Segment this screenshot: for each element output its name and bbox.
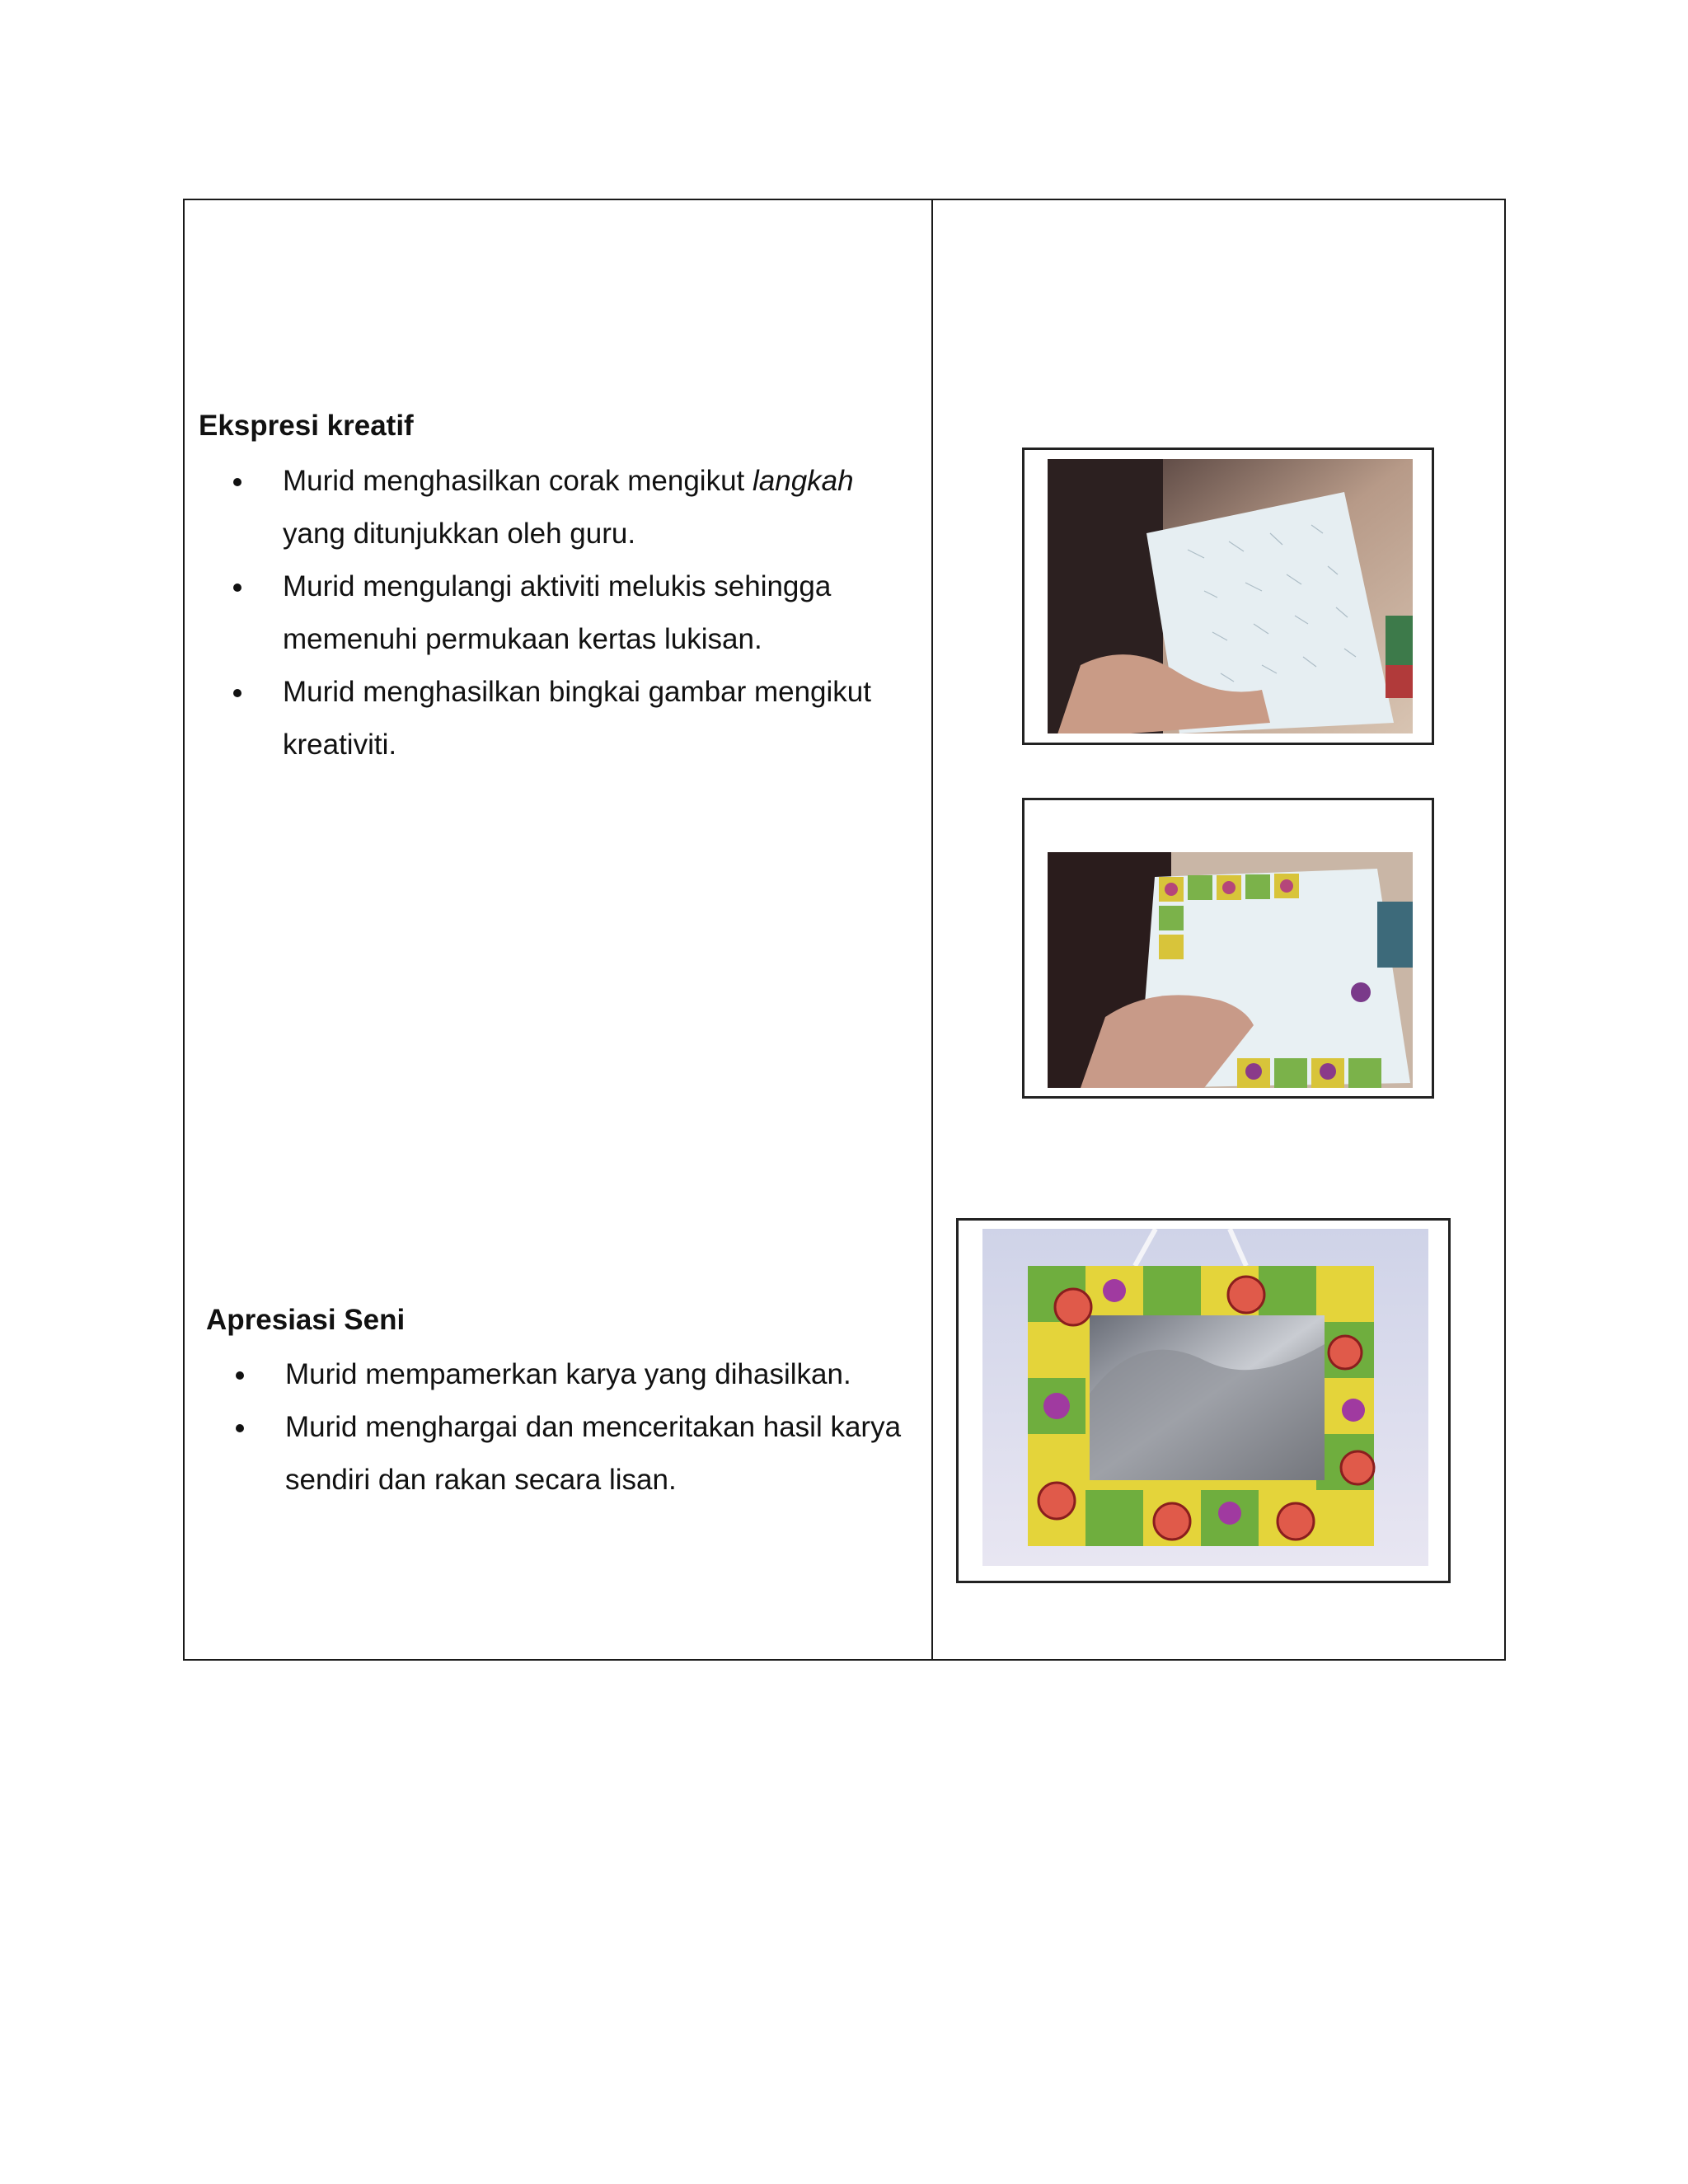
list-item-text: Murid menghargai dan menceritakan hasil karya sendiri dan rakan secara lisan. xyxy=(285,1411,902,1496)
bullet-icon xyxy=(233,689,241,697)
section-heading-ekspresi: Ekspresi kreatif xyxy=(199,410,414,442)
bullet-icon xyxy=(236,1371,244,1380)
list-item-text: Murid mempamerkan karya yang dihasilkan. xyxy=(285,1358,851,1390)
column-divider xyxy=(931,200,933,1659)
list-item-text: Murid menghasilkan corak mengikut langkah yang ditunjukkan oleh guru. xyxy=(283,465,854,550)
student-coloring-frame-photo xyxy=(1048,852,1413,1088)
bullet-icon xyxy=(236,1424,244,1432)
bullet-icon xyxy=(233,583,241,592)
list-item xyxy=(201,1348,910,1401)
bullet-icon xyxy=(233,478,241,486)
apresiasi-list xyxy=(201,1348,910,1507)
list-item-text: Murid menghasilkan bingkai gambar mengikut kreativiti. xyxy=(283,676,871,761)
student-drawing-pattern-photo xyxy=(1048,459,1413,733)
finished-picture-frame-photo xyxy=(982,1229,1428,1566)
list-item xyxy=(199,560,916,666)
list-item-text: Murid mengulangi aktiviti melukis sehingga memenuhi permukaan kertas lukisan. xyxy=(283,570,832,655)
list-item xyxy=(199,455,916,560)
list-item xyxy=(199,666,916,771)
list-item xyxy=(201,1401,910,1507)
ekspresi-list xyxy=(199,455,916,771)
section-heading-apresiasi: Apresiasi Seni xyxy=(206,1304,406,1336)
